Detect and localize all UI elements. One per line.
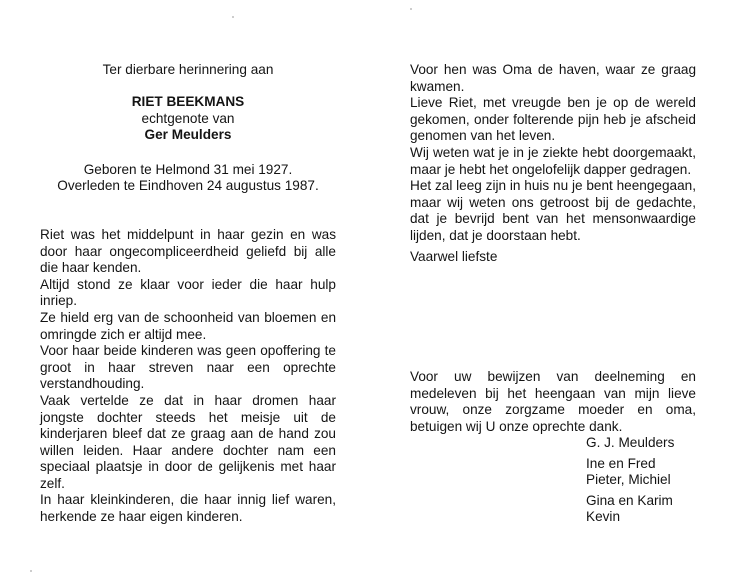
paragraph: Riet was het middelpunt in haar gezin en was door haar ongecompliceerdheid geliefd bij alle die haar kenden. [40,226,336,276]
paragraph: In haar kleinkinderen, die haar innig lief waren, herkende ze haar eigen kinderen. [40,492,336,525]
paragraph: Het zal leeg zijn in huis nu je bent heengegaan, maar wij weten ons getroost bij de gedachte, dat je bevrijd bent van het mensonwaardige lijden, dat je doorstaan hebt. [410,178,696,243]
paragraph: Voor haar beide kinderen was geen opoffering te groot in haar streven naar een oprechte verstandhouding. [40,343,336,392]
signature-group [586,456,674,489]
speck-decoration [30,570,32,572]
signature-line: Pieter, Michiel [586,472,671,488]
signature-group [586,435,674,452]
speck-decoration [410,8,412,10]
paragraph: Voor hen was Oma de haven, waar ze graag kwamen. [410,62,696,94]
birth-line: Geboren te Helmond 31 mei 1927. [83,161,293,177]
right-column [410,62,696,265]
paragraph: Altijd stond ze klaar voor ieder die haar hulp inriep. [40,276,336,309]
paragraph: Ze hield erg van de schoonheid van bloemen en omringde zich er altijd mee. [40,309,336,342]
signature-group [586,493,674,526]
signature-line: Gina en Karim [586,492,673,508]
signature-line: G. J. Meulders [586,435,675,450]
left-body [40,227,336,526]
spouse-name: Ger Meulders [144,127,232,143]
signature-line: Kevin [586,509,621,525]
death-line: Overleden te Eindhoven 24 augustus 1987. [57,178,319,194]
deceased-name: RIET BEEKMANS [131,94,245,109]
signature-line: Ine en Fred [586,455,656,471]
card-heading: Ter dierbare herinnering aan [102,62,274,77]
paragraph: Lieve Riet, met vreugde ben je op de wereld gekomen, onder folterende pijn heb je afscheid genomen van het leven. [410,95,696,144]
dates-block [40,162,336,195]
signatures-block [586,435,674,530]
relation-label: echtgenote van [141,110,235,126]
paragraph: Vaak vertelde ze dat in haar dromen haar jongste dochter steeds het meisje uit de kinderjaren bleef dat ze graag aan de hand zou willen leiden. Haar andere dochter nam een speciaal plaatsje in door de gelijkenis met haar zelf. [40,392,336,491]
thanks-paragraph: Voor uw bewijzen van deelneming en medeleven bij het heengaan van mijn lieve vrouw, onze zorgzame moeder en oma, betuigen wij U onze oprechte dank. [410,369,696,434]
left-column [40,62,336,526]
speck-decoration [232,16,234,18]
farewell-line: Vaarwel liefste [410,248,498,264]
paragraph: Wij weten wat je in je ziekte hebt doorgemaakt, maar je hebt het ongelofelijk dapper gedragen. [410,144,696,177]
